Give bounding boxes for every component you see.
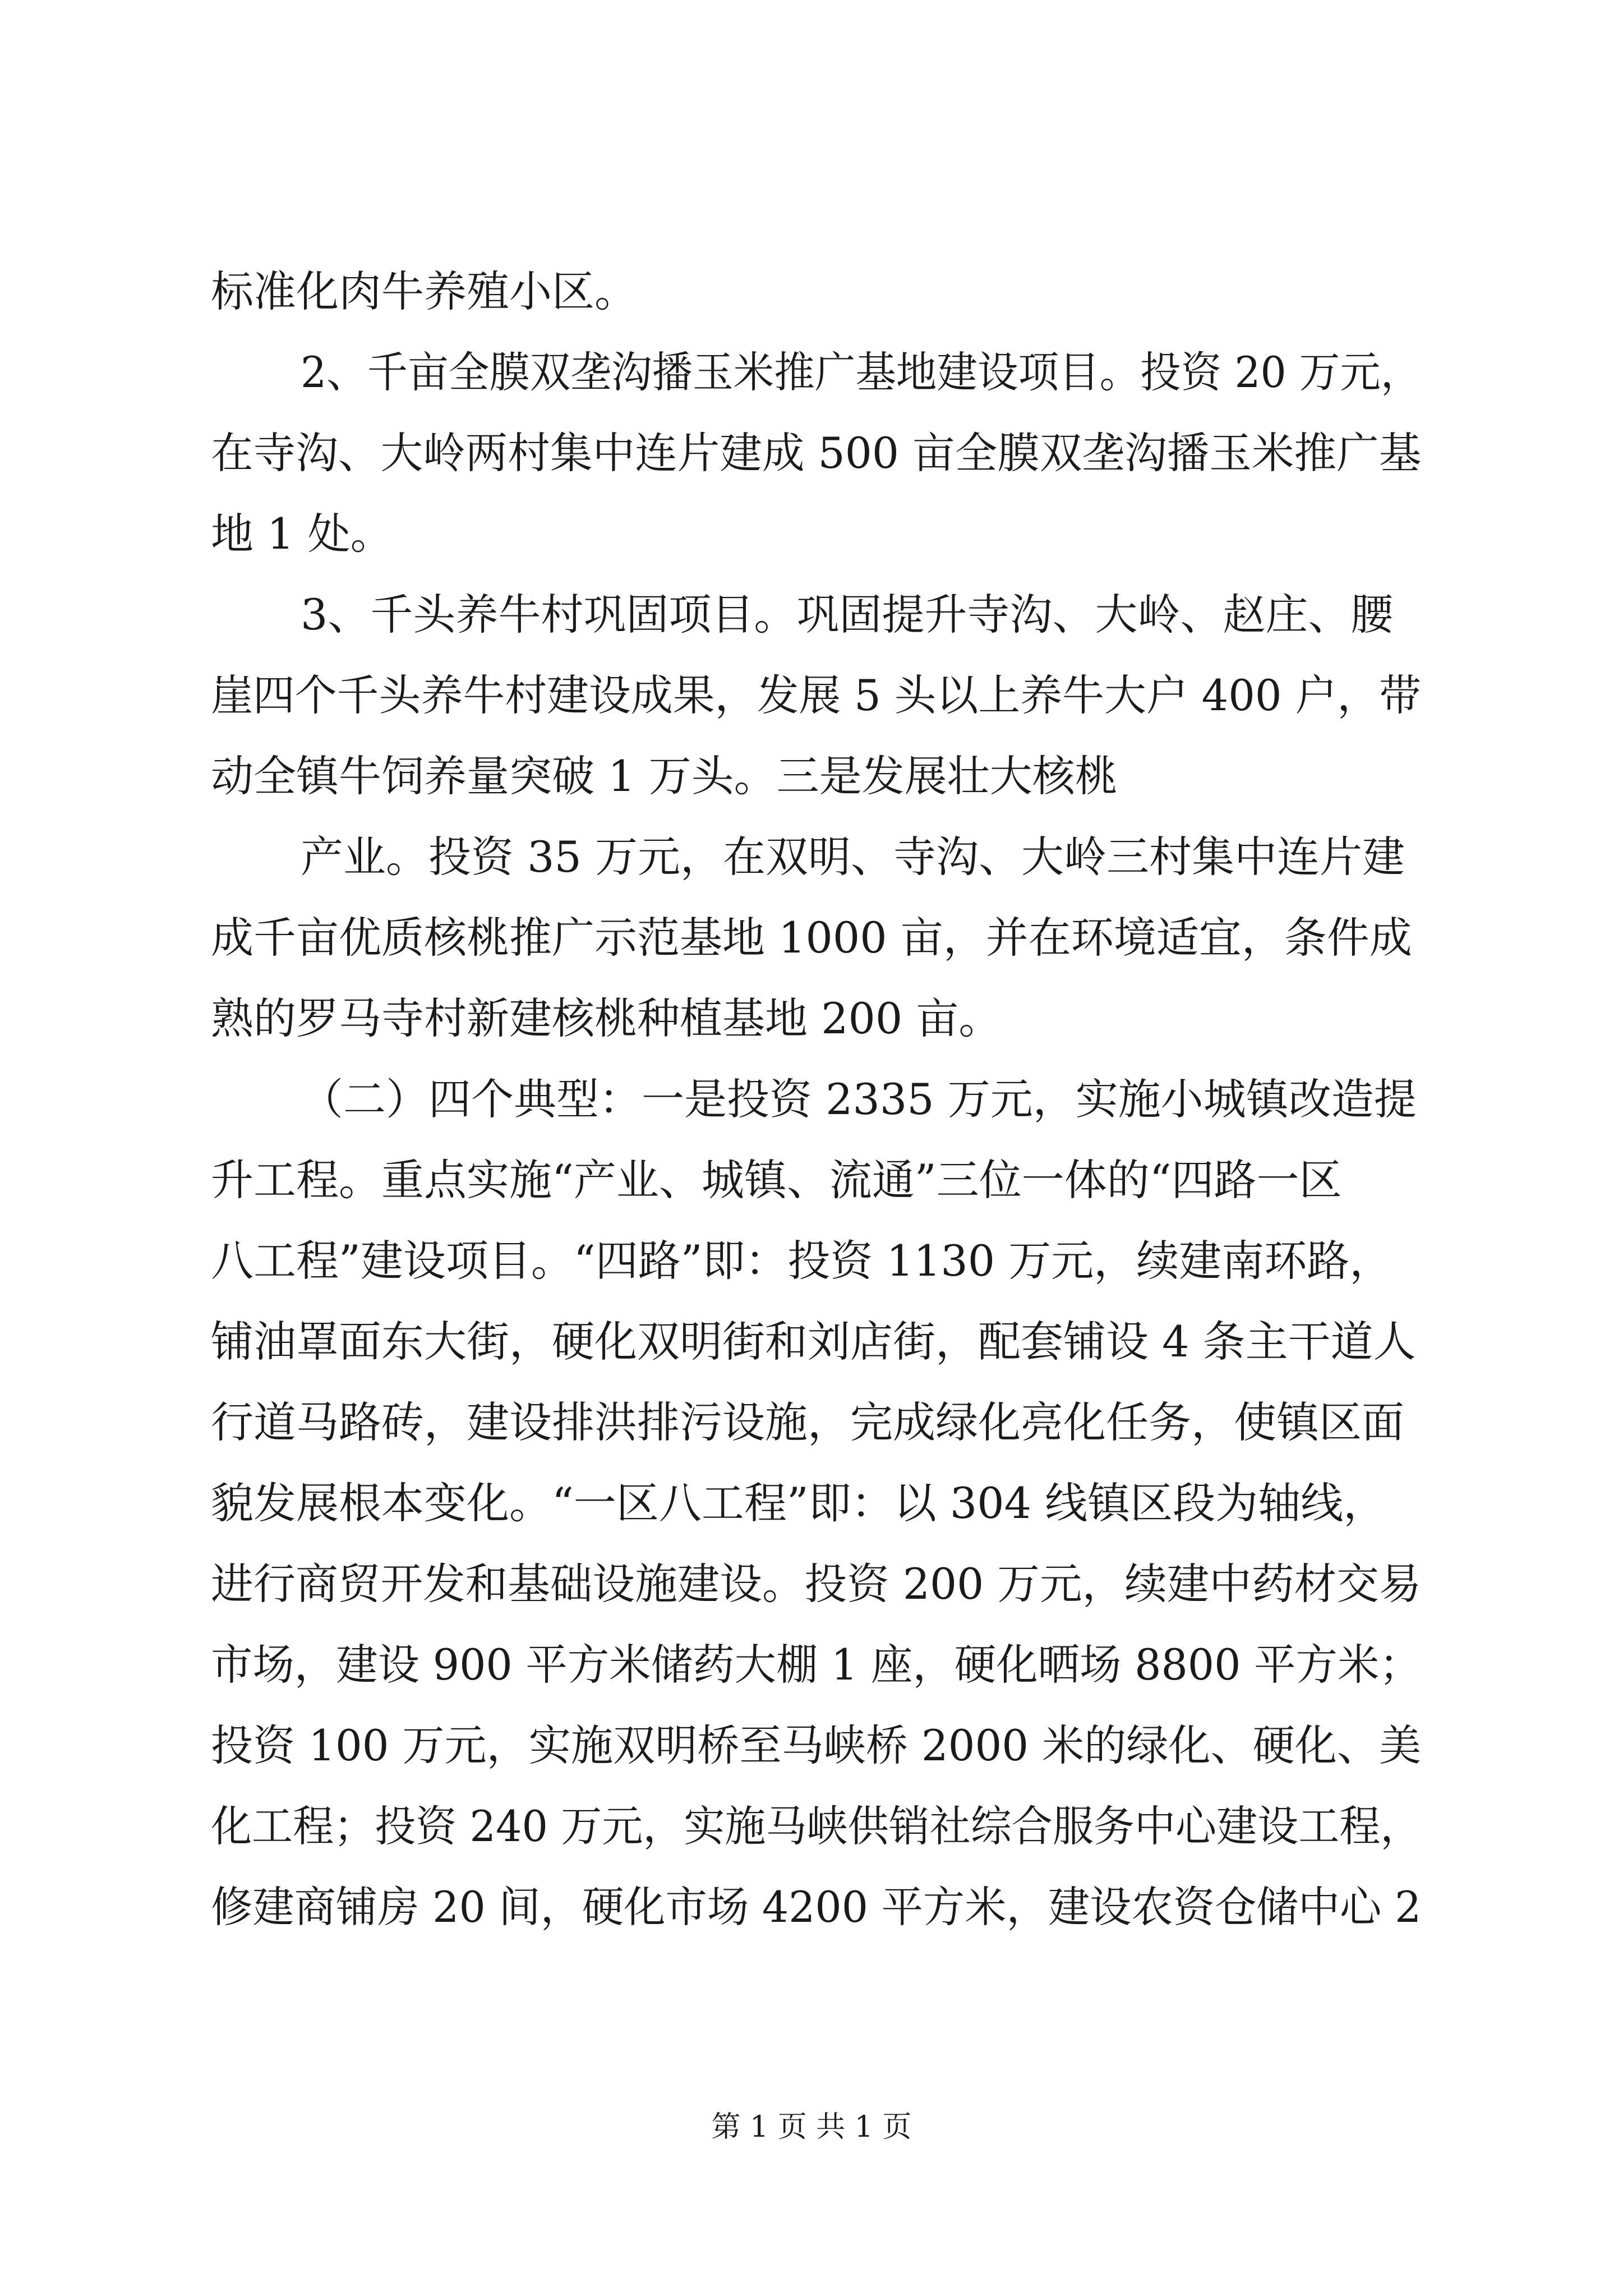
text-line-1: 标准化肉牛养殖小区。 (211, 266, 637, 316)
text-line-2: 2、千亩全膜双垄沟播玉米推广基地建设项目。投资 20 万元， (301, 347, 1422, 397)
text-line-7: 动全镇牛饲养量突破 1 万头。三是发展壮大核桃 (211, 751, 1118, 801)
page-footer: 第 1 页 共 1 页 (711, 2110, 912, 2144)
text-line-19: 投资 100 万元，实施双明桥至马峡桥 2000 米的绿化、硬化、美 (211, 1720, 1422, 1770)
text-line-9: 成千亩优质核桃推广示范基地 1000 亩，并在环境适宜，条件成 (211, 913, 1412, 963)
text-line-11: （二）四个典型：一是投资 2335 万元，实施小城镇改造提 (301, 1074, 1417, 1124)
text-line-20: 化工程；投资 240 万元，实施马峡供销社综合服务中心建设工程， (211, 1801, 1422, 1851)
text-line-21: 修建商铺房 20 间，硬化市场 4200 平方米，建设农资仓储中心 2 (211, 1882, 1422, 1932)
text-line-12: 升工程。重点实施“产业、城镇、流通”三位一体的“四路一区 (211, 1155, 1342, 1205)
text-line-13: 八工程”建设项目。“四路”即：投资 1130 万元，续建南环路， (211, 1236, 1393, 1286)
text-line-15: 行道马路砖，建设排洪排污设施，完成绿化亮化任务，使镇区面 (211, 1397, 1404, 1447)
text-line-18: 市场，建设 900 平方米储药大棚 1 座，硬化晒场 8800 平方米； (211, 1640, 1421, 1690)
text-line-3: 在寺沟、大岭两村集中连片建成 500 亩全膜双垄沟播玉米推广基 (211, 428, 1422, 478)
text-line-8: 产业。投资 35 万元，在双明、寺沟、大岭三村集中连片建 (301, 832, 1405, 882)
text-line-10: 熟的罗马寺村新建核桃种植基地 200 亩。 (211, 993, 1002, 1043)
text-line-16: 貌发展根本变化。“一区八工程”即：以 304 线镇区段为轴线， (211, 1478, 1386, 1528)
text-line-14: 铺油罩面东大街，硬化双明街和刘店街，配套铺设 4 条主干道人 (211, 1317, 1416, 1366)
text-line-4: 地 1 处。 (211, 509, 393, 559)
text-line-6: 崖四个千头养牛村建设成果，发展 5 头以上养牛大户 400 户，带 (211, 670, 1422, 720)
text-line-17: 进行商贸开发和基础设施建设。投资 200 万元，续建中药材交易 (211, 1559, 1422, 1609)
text-line-5: 3、千头养牛村巩固项目。巩固提升寺沟、大岭、赵庄、腰 (301, 590, 1394, 639)
